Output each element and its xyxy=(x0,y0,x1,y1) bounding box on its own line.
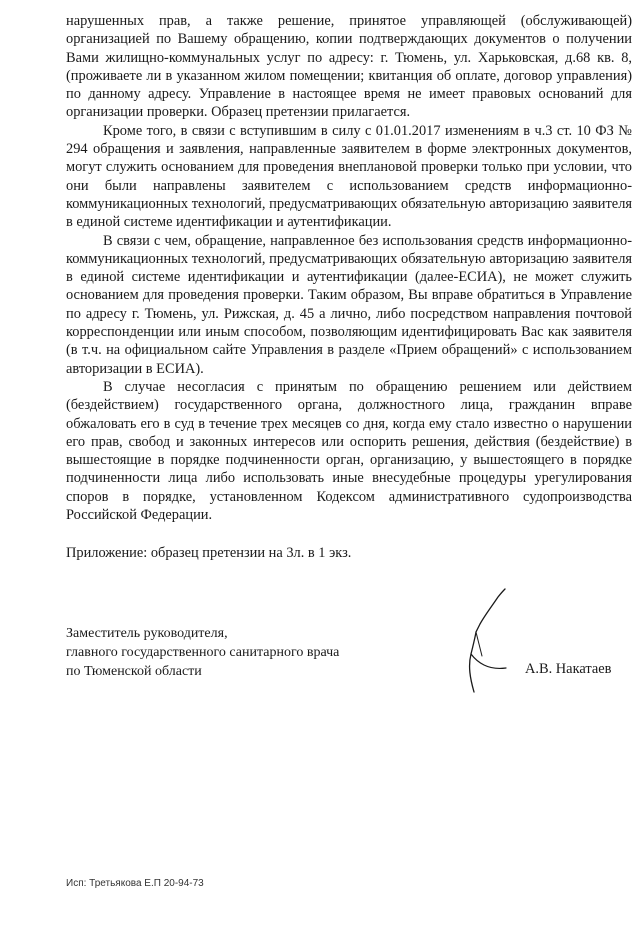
paragraph-court-appeal: В случае несогласия с принятым по обращению решением или действием (бездействием) государственного органа, должностного лица, гражданин вправе обжаловать его в суд в течение трех месяцев со дня, когда ему стало известно о нарушении его прав, свобод и законных интересов или оспорить решения, действия (бездействие) в вышестоящие в порядке подчиненности орган, организацию, у вышестоящего в порядке подчиненности лица либо использовать иные внесудебные процедуры урегулирования споров в порядке, установленном Кодексом административного судопроизводства Российской Федерации. xyxy=(66,378,632,524)
signatory-position xyxy=(66,624,339,681)
position-line: Заместитель руководителя, xyxy=(66,626,228,641)
paragraph-appeal-options: В связи с чем, обращение, направленное без использования средств информационно-коммуникационных технологий, предусматривающих обязательную авторизацию заявителя в единой системе идентификации и аутентификации (далее-ЕСИА), не может служить основанием для проведения проверки. Таким образом, Вы вправе обратиться в Управление по адресу г. Тюмень, ул. Рижская, д. 45 а лично, либо посредством направления почтовой корреспонденции или иным способом, позволяющим идентифицировать Вас как заявителя (в т.ч. на официальном сайте Управления в разделе «Прием обращений» с использованием авторизации в ЕСИА). xyxy=(66,232,632,377)
letter-body xyxy=(66,12,632,524)
paragraph-esia-requirement: Кроме того, в связи с вступившим в силу с 01.01.2017 изменениям в ч.3 ст. 10 ФЗ № 294 обращения и заявления, направленные заявителем в форме электронных документов, могут служить основанием для проведения внеплановой проверки только при условии, что они были направлены заявителем с использованием средств информационно-коммуникационных технологий, предусматривающих обязательную авторизацию заявителя в единой системе идентификации и аутентификации. xyxy=(66,122,632,231)
executor-contact: Исп: Третьякова Е.П 20-94-73 xyxy=(66,878,204,889)
handwritten-signature xyxy=(440,588,520,698)
signer-name: А.В. Накатаев xyxy=(525,661,612,677)
position-line: главного государственного санитарного врача xyxy=(66,645,340,660)
position-line: по Тюменской области xyxy=(66,664,202,679)
attachment-note: Приложение: образец претензии на 3л. в 1 экз. xyxy=(66,545,352,561)
paragraph-continuation: нарушенных прав, а также решение, принятое управляющей (обслуживающей) организацией по Вашему обращению, копии подтверждающих документов о получении Вами жилищно-коммунальных услуг по адресу: г. Тюмень, ул. Харьковская, д.68 кв. 8, (проживаете ли в указанном жилом помещении; квитанция об оплате, договор управления) по данному адресу. Управление в настоящее время не имеет правовых оснований для организации проверки. Образец претензии прилагается. xyxy=(66,13,632,121)
